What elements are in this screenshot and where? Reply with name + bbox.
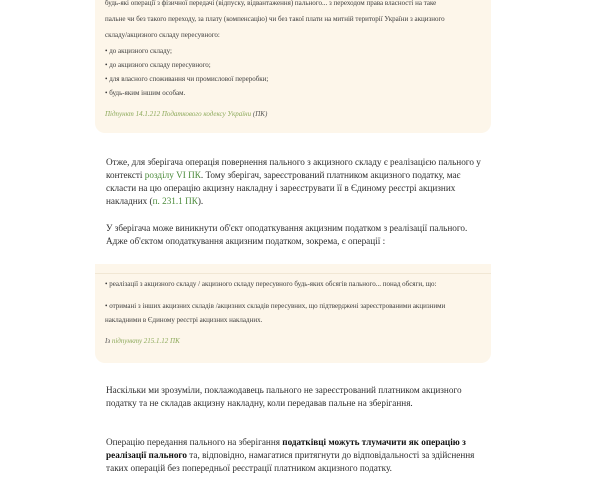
quote-source-link[interactable]: Підпункт 14.1.212 Податкового кодексу України — [105, 110, 252, 118]
quote-list-item: • будь-яким іншим особам. — [105, 89, 186, 97]
paragraph-depositor: Наскільки ми зрозуміли, поклажодавець пального не зареєстрований платником акцизного податку та не складав акцизну накладну, коли передавав пальне на зберігання. — [106, 385, 462, 408]
paragraph-bold-text: податківці можуть тлумачити як операцію з реалізації пального — [106, 437, 466, 460]
legal-quote-2 — [95, 264, 491, 363]
quote-list-item: • отримані з інших акцизних складів /акцизних складів пересувних, що підтверджені зареєстрованими акцизними — [105, 302, 446, 310]
paragraph-text: Операцію передання пального на зберігання — [106, 437, 283, 447]
quote-line: будь-які операції з фізичної передачі (відпуску, відвантаження) пального... з переходом права власності на таке — [105, 0, 437, 7]
quote-source-prefix: Із — [105, 337, 112, 345]
quote-source-suffix: (ПК) — [251, 110, 268, 118]
quote-source — [105, 108, 479, 121]
subclause-215-1-12-link[interactable]: підпункту 215.1.12 ПК — [111, 337, 180, 345]
paragraph-text: . Тому зберігач, зареєстрований платником акцизного податку, має скласти на цю операцію акцизну накладну і зареєструвати її в Єдиному реєстрі акцизних накладних ( — [106, 170, 461, 206]
quote-list-item: • реалізації з акцизного складу / акцизного складу пересувного будь-яких обсягів пального... понад обсяги, що: — [105, 280, 437, 288]
paragraph-sale-of-fuel — [106, 156, 490, 208]
paragraph-tax-risk — [106, 436, 490, 475]
clause-231-1-link[interactable]: п. 231.1 ПК — [152, 196, 198, 206]
paragraph-text: Отже, для зберігача операція повернення пального з акцизного складу є реалізацією пального у контексті — [106, 157, 481, 180]
quote-divider — [95, 273, 491, 274]
section-vi-link[interactable]: розділу VI ПК — [144, 170, 201, 180]
quote-line: складу/акцизного складу пересувного: — [105, 31, 220, 39]
paragraph-text: ). — [197, 196, 204, 206]
quote-line: пальне чи без такого переходу, за плату (компенсацію) чи без такої плати на митній території України з акцизного — [105, 15, 445, 23]
quote-list-item: • до акцизного складу пересувного; — [105, 61, 211, 69]
legal-quote-1 — [95, 0, 491, 133]
paragraph-taxable-object: У зберігача може виникнути об'єкт оподаткування акцизним податком з реалізації пального. Адже об'єктом оподаткування акцизним податком, зокрема, є операції : — [106, 223, 468, 246]
quote-list-item: накладними в Єдиному реєстрі акцизних накладних. — [105, 316, 263, 324]
quote-source — [105, 335, 479, 348]
paragraph-text: та, відповідно, намагатися притягнути до відповідальності за здійснення таких операцій без попередньої реєстрації платником акцизного податку. — [106, 450, 475, 473]
quote-list-item: • для власного споживання чи промислової переробки; — [105, 75, 269, 83]
quote-list-item: • до акцизного складу; — [105, 47, 172, 55]
